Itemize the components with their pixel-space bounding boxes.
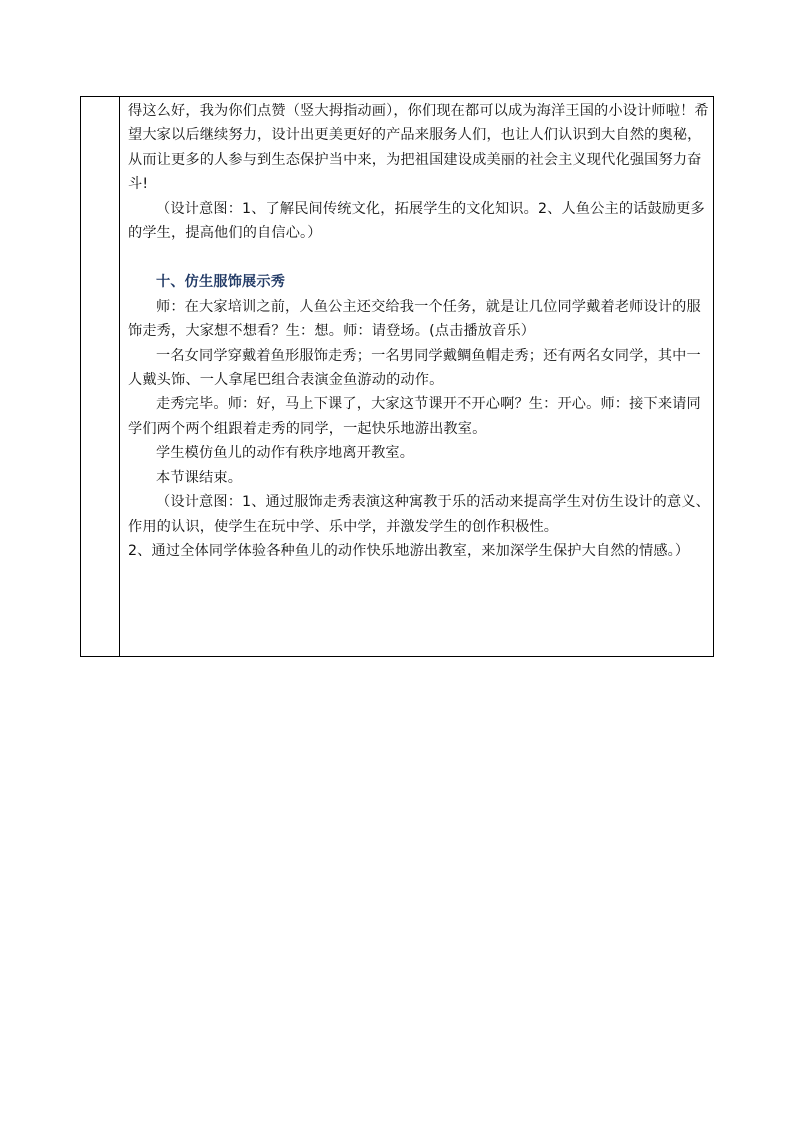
paragraph-continuation: 得这么好，我为你们点赞（竖大拇指动画），你们现在都可以成为海洋王国的小设计师啦！希望大家以后继续努力，设计出更美更好的产品来服务人们，也让人们认识到大自然的奥秘，从而让更多的人参与到生态保护当中来，为把祖国建设成美丽的社会主义现代化强国努力奋斗! — [128, 103, 709, 193]
paragraph: 师：在大家培训之前，人鱼公主还交给我一个任务，就是让几位同学戴着老师设计的服饰走秀，大家想不想看？生：想。师：请登场。(点击播放音乐） — [128, 298, 701, 340]
design-intent-paragraph: （设计意图：1、通过服饰走秀表演这种寓教于乐的活动来提高学生对仿生设计的意义、作用的认识，使学生在玩中学、乐中学，并激发学生的创作积极性。 — [128, 494, 711, 535]
design-intent-paragraph-2: 2、通过全体同学体验各种鱼儿的动作快乐地游出教室，来加深学生保护大自然的情感。） — [128, 542, 690, 559]
table-content-cell — [128, 99, 710, 563]
paragraph: 走秀完毕。师：好，马上下课了，大家这节课开不开心啊？生：开心。师：接下来请同学们两个两个组跟着走秀的同学，一起快乐地游出教室。 — [128, 396, 701, 437]
blank-line — [128, 245, 710, 270]
section-heading: 十、仿生服饰展示秀 — [156, 274, 286, 291]
design-intent-paragraph: （设计意图：1、了解民间传统文化，拓展学生的文化知识。2、人鱼公主的话鼓励更多的学生，提高他们的自信心。） — [128, 200, 705, 242]
table-left-column — [81, 97, 120, 656]
paragraph: 本节课结束。 — [156, 469, 243, 486]
paragraph: 一名女同学穿戴着鱼形服饰走秀；一名男同学戴鲷鱼帽走秀；还有两名女同学，其中一人戴头饰、一人拿尾巴组合表演金鱼游动的动作。 — [128, 347, 701, 389]
lesson-table — [80, 96, 714, 657]
paragraph: 学生模仿鱼儿的动作有秩序地离开教室。 — [156, 445, 415, 462]
